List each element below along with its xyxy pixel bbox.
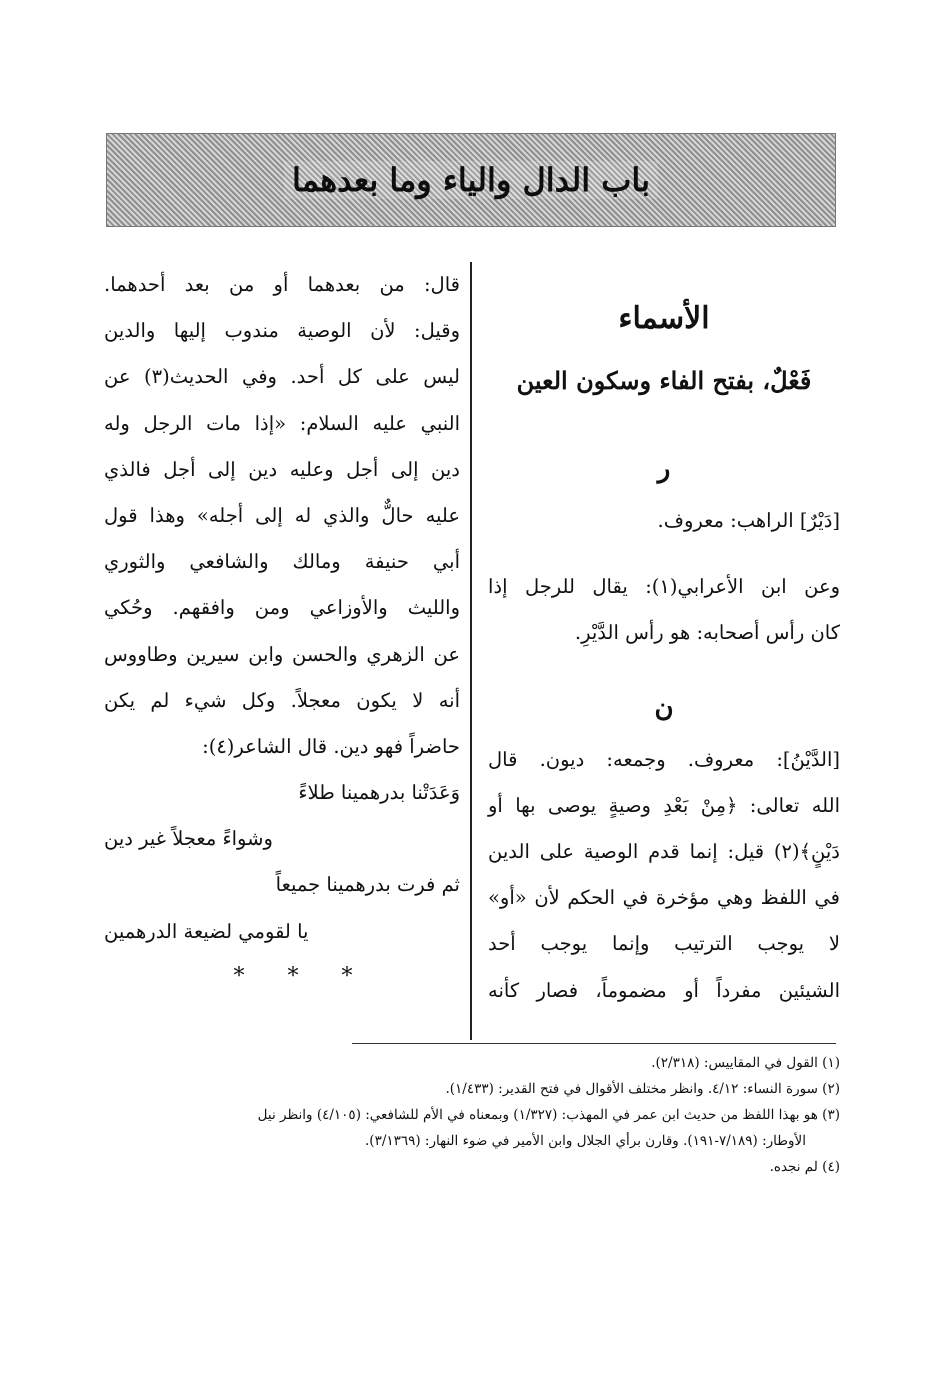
- entry-line: دَيْنٍ﴾(٢) قيل: إنما قدم الوصية على الدين: [488, 839, 840, 863]
- chapter-title: باب الدال والياء وما بعدهما: [284, 161, 658, 199]
- text-line: ليس على كل أحد. وفي الحديث(٣) عن: [104, 365, 460, 389]
- footnote: (٣) هو بهذا اللفظ من حديث ابن عمر في المهذب: (١/٣٢٧) وبمعناه في الأم للشافعي: (٤/١٠٥) وانظر نيل: [257, 1107, 840, 1123]
- chapter-banner: [106, 133, 836, 227]
- footnote: (٢) سورة النساء: ٤/١٢. وانظر مختلف الأقوال في فتح القدير: (١/٤٣٣).: [445, 1081, 840, 1097]
- pattern-heading: فَعْلٌ، بفتح الفاء وسكون العين: [516, 366, 812, 395]
- entry-line: في اللفظ وهي مؤخرة في الحكم لأن «أو»: [488, 886, 840, 910]
- footnote: (٤) لم نجده.: [769, 1159, 840, 1175]
- verse-line: وَعَدَتْنا بدرهمينا طلاءً: [298, 781, 460, 805]
- footnote-divider: [352, 1043, 836, 1044]
- verse-line: يا لقومي لضيعة الدرهمين: [104, 919, 309, 943]
- entry-line: الشيئين مفرداً أو مضموماً، فصار كأنه: [488, 978, 840, 1002]
- right-column: [488, 262, 840, 1014]
- footnote-continuation: الأوطار: (٧/١٨٩-١٩١). وقارن برأي الجلال وابن الأمير في ضوء النهار: (٣/١٣٦٩).: [365, 1133, 806, 1149]
- footnotes: [104, 1050, 840, 1180]
- section-separator: * * *: [233, 963, 371, 989]
- text-line: حاضراً فهو دين. قال الشاعر(٤):: [202, 734, 460, 758]
- text-line: عن الزهري والحسن وابن سيرين وطاووس: [104, 642, 460, 666]
- text-line: والليث والأوزاعي ومن وافقهم. وحُكي: [104, 596, 460, 620]
- section-heading: الأسماء: [618, 301, 710, 336]
- letter-heading-n: ن: [654, 692, 674, 723]
- verse-line: ثم فرت بدرهمينا جميعاً: [275, 873, 460, 897]
- verse-line: وشواءً معجلاً غير دين: [104, 827, 273, 851]
- text-line: وقيل: لأن الوصية مندوب إليها والدين: [104, 319, 460, 343]
- text-line: النبي عليه السلام: «إذا مات الرجل وله: [104, 411, 460, 435]
- column-divider: [470, 262, 472, 1040]
- entry-line: [دَيْرٌ] الراهب: معروف.: [657, 509, 840, 532]
- text-line: قال: من بعدهما أو من بعد أحدهما.: [104, 273, 460, 296]
- footnote: (١) القول في المقاييس: (٢/٣١٨).: [651, 1055, 840, 1071]
- entry-line: الله تعالى: ﴿مِنْ بَعْدِ وصيةٍ يوصى بها أو: [488, 793, 840, 817]
- text-line: عليه حالٌّ والذي له إلى أجله» وهذا قول: [104, 503, 460, 527]
- entry-line: لا يوجب الترتيب وإنما يوجب أحد: [488, 932, 840, 956]
- text-line: أنه لا يكون معجلاً. وكل شيء لم يكن: [104, 688, 460, 712]
- entry-line: [الدَّيْنُ]: معروف. وجمعه: ديون. قال: [488, 747, 840, 771]
- text-line: دين إلى أجل وعليه دين إلى أجل فالذي: [104, 457, 460, 481]
- letter-heading-r: ر: [657, 454, 671, 484]
- left-column: [104, 262, 460, 999]
- entry-line: وعن ابن الأعرابي(١): يقال للرجل إذا: [488, 575, 840, 599]
- entry-line: كان رأس أصحابه: هو رأس الدَّيْرِ.: [574, 621, 840, 645]
- text-line: أبي حنيفة ومالك والشافعي والثوري: [104, 550, 460, 574]
